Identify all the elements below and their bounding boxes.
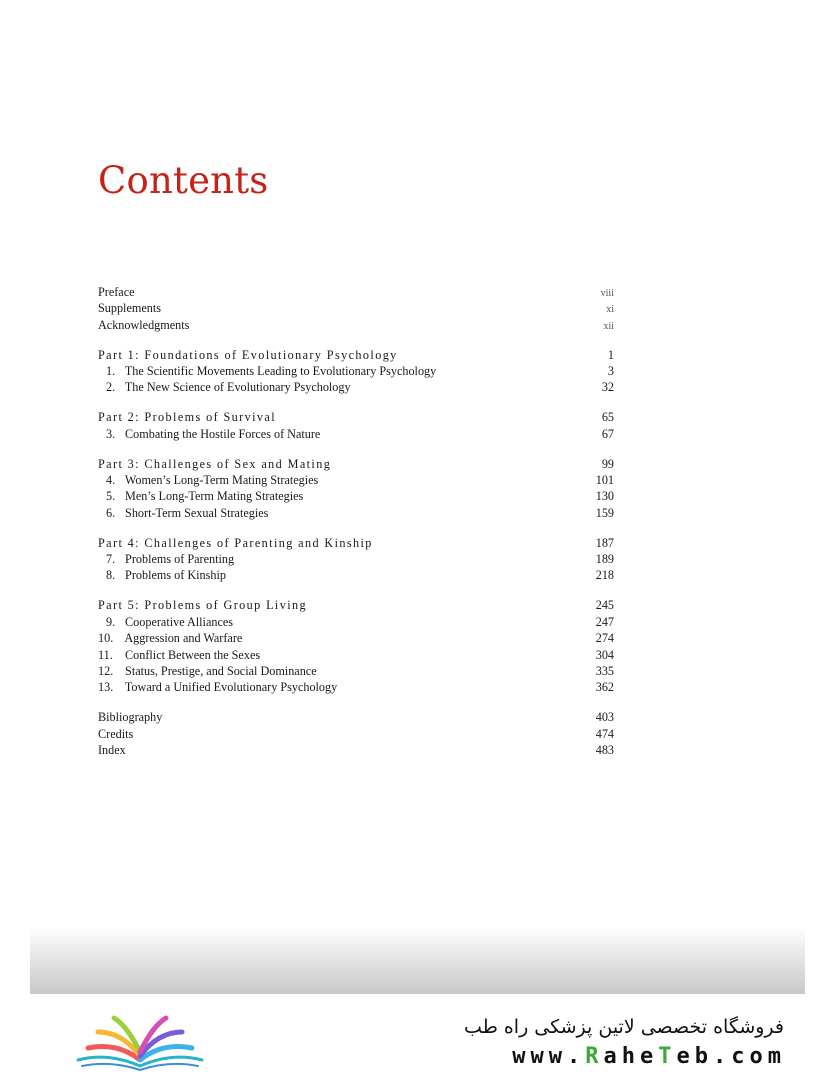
chapter-title: Status, Prestige, and Social Dominance: [125, 663, 317, 678]
chapter-page: 218: [595, 568, 614, 583]
chapter-page: 130: [595, 489, 614, 504]
chapter-number: 10.: [98, 631, 114, 646]
part-title: Part 2: Problems of Survival: [98, 410, 276, 425]
chapter-number: 12.: [98, 663, 114, 678]
toc-chapter-12[interactable]: [98, 663, 614, 679]
chapter-page: 3: [607, 364, 614, 379]
chapter-number: 6.: [106, 505, 116, 520]
part-title: Part 3: Challenges of Sex and Mating: [98, 456, 332, 471]
shop-url[interactable]: [512, 1044, 786, 1069]
url-part: www.: [512, 1044, 586, 1069]
shop-name: فروشگاه تخصصی لاتین پزشکی راه طب: [464, 1016, 784, 1038]
chapter-page: 32: [601, 380, 614, 395]
chapter-page: 304: [595, 647, 614, 662]
toc-chapter-5[interactable]: [98, 488, 614, 504]
toc-chapter-11[interactable]: [98, 647, 614, 663]
toc-entry-page: xi: [606, 304, 614, 316]
page-title: Contents: [98, 159, 269, 202]
toc-chapter-10[interactable]: [98, 630, 614, 646]
chapter-title: The Scientific Movements Leading to Evolutionary Psychology: [124, 364, 437, 379]
toc-part-1[interactable]: [98, 347, 614, 363]
toc-chapter-4[interactable]: [98, 472, 614, 488]
toc-part-5[interactable]: [98, 597, 614, 613]
toc-entry-credits[interactable]: [98, 726, 614, 742]
toc-chapter-9[interactable]: [98, 614, 614, 630]
chapter-title: Short-Term Sexual Strategies: [125, 505, 269, 520]
chapter-number: 5.: [106, 489, 116, 504]
chapter-title: Men’s Long-Term Mating Strategies: [125, 489, 304, 504]
toc-entry-label: Supplements: [98, 301, 161, 316]
chapter-number: 11.: [98, 647, 113, 662]
chapter-number: 3.: [106, 426, 116, 441]
toc-entry-supplements[interactable]: [98, 300, 614, 316]
toc-entry-label: Index: [98, 742, 126, 757]
chapter-page: 101: [595, 473, 614, 488]
part-title: Part 5: Problems of Group Living: [98, 598, 307, 613]
chapter-title: Cooperative Alliances: [125, 614, 234, 629]
toc-chapter-6[interactable]: [98, 505, 614, 521]
chapter-title: The New Science of Evolutionary Psychology: [124, 380, 351, 395]
chapter-page: 189: [595, 552, 614, 567]
chapter-title: Problems of Parenting: [125, 552, 235, 567]
chapter-number: 2.: [106, 380, 116, 395]
toc-chapter-1[interactable]: [98, 363, 614, 379]
toc-entry-page: viii: [600, 288, 614, 299]
url-part: eb.com: [676, 1044, 786, 1069]
part-page: 1: [607, 347, 614, 362]
chapter-title: Toward a Unified Evolutionary Psychology: [124, 680, 338, 695]
url-part: T: [658, 1044, 677, 1069]
chapter-page: 335: [595, 663, 614, 678]
toc-part-2[interactable]: [98, 409, 614, 425]
toc-chapter-8[interactable]: [98, 567, 614, 583]
toc-entry-label: Preface: [98, 285, 135, 299]
toc-entry-preface[interactable]: [98, 284, 614, 300]
toc-entry-page: 474: [595, 726, 614, 741]
url-part: ahe: [603, 1044, 659, 1069]
chapter-number: 9.: [106, 614, 116, 629]
url-part: R: [585, 1044, 604, 1069]
toc-entry-page: 483: [595, 742, 614, 757]
chapter-title: Aggression and Warfare: [124, 631, 243, 646]
chapter-number: 13.: [98, 680, 114, 695]
toc-entry-label: Acknowledgments: [98, 317, 190, 332]
toc-entry-page: xii: [603, 320, 614, 332]
part-page: 245: [595, 598, 614, 613]
part-page: 65: [601, 410, 614, 425]
toc-entry-acknowledgments[interactable]: [98, 317, 614, 333]
shop-footer: [0, 994, 834, 1080]
toc-entry-label: Bibliography: [98, 710, 163, 725]
toc-chapter-2[interactable]: [98, 379, 614, 395]
chapter-page: 362: [595, 680, 614, 695]
toc-part-3[interactable]: [98, 456, 614, 472]
part-title: Part 1: Foundations of Evolutionary Psychology: [98, 347, 398, 362]
chapter-number: 1.: [106, 364, 116, 379]
toc-entry-index[interactable]: [98, 742, 614, 758]
chapter-number: 7.: [106, 552, 116, 567]
open-book-logo-icon: [70, 1004, 210, 1072]
toc-entry-page: 403: [595, 710, 614, 725]
footer-shadow: [30, 926, 805, 994]
table-of-contents: [98, 284, 614, 758]
chapter-page: 247: [595, 614, 614, 629]
part-page: 99: [601, 456, 614, 471]
chapter-page: 274: [595, 631, 614, 646]
part-title: Part 4: Challenges of Parenting and Kinship: [98, 535, 373, 550]
part-page: 187: [595, 535, 614, 550]
chapter-page: 159: [595, 505, 614, 520]
chapter-title: Conflict Between the Sexes: [125, 647, 261, 662]
toc-entry-label: Credits: [98, 726, 134, 741]
toc-chapter-13[interactable]: [98, 679, 614, 695]
chapter-number: 4.: [106, 473, 116, 488]
toc-chapter-3[interactable]: [98, 426, 614, 442]
toc-chapter-7[interactable]: [98, 551, 614, 567]
toc-entry-bibliography[interactable]: [98, 709, 614, 725]
chapter-title: Women’s Long-Term Mating Strategies: [124, 473, 319, 488]
toc-part-4[interactable]: [98, 535, 614, 551]
chapter-page: 67: [601, 426, 614, 441]
chapter-number: 8.: [106, 568, 116, 583]
chapter-title: Problems of Kinship: [125, 568, 226, 583]
chapter-title: Combating the Hostile Forces of Nature: [125, 426, 321, 441]
